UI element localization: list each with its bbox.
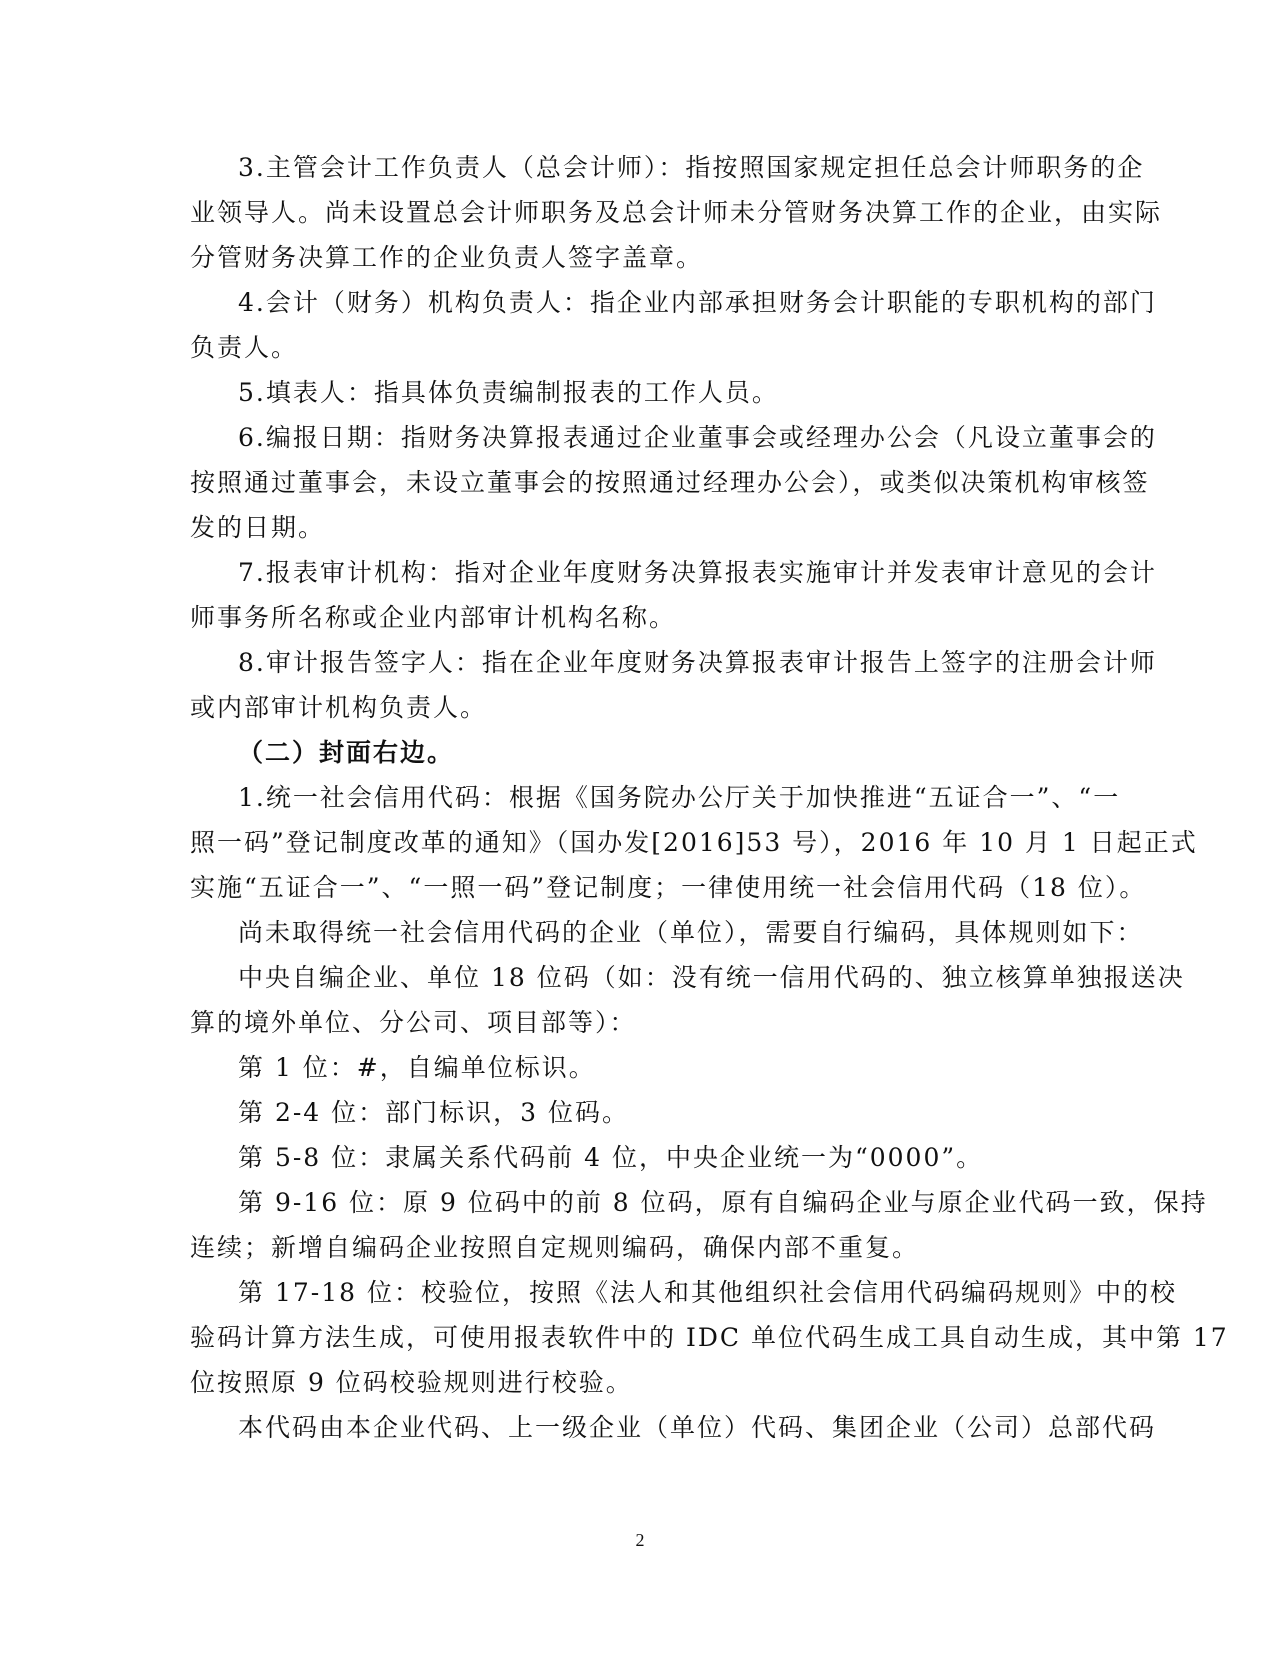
page-number: 2	[635, 1530, 645, 1550]
text-line: 验码计算方法生成，可使用报表软件中的 IDC 单位代码生成工具自动生成，其中第 17	[190, 1323, 1229, 1352]
text-line: 位按照原 9 位码校验规则进行校验。	[190, 1368, 633, 1397]
text-line: 师事务所名称或企业内部审计机构名称。	[190, 603, 677, 632]
text-line: 中央自编企业、单位 18 位码（如：没有统一信用代码的、独立核算单独报送决	[238, 963, 1185, 992]
text-line: 本代码由本企业代码、上一级企业（单位）代码、集团企业（公司）总部代码	[238, 1413, 1157, 1442]
text-line: 负责人。	[190, 333, 299, 362]
text-line: 5.填表人：指具体负责编制报表的工作人员。	[238, 378, 779, 407]
text-line: 第 17-18 位：校验位，按照《法人和其他组织社会信用代码编码规则》中的校	[238, 1278, 1177, 1307]
text-line: 7.报表审计机构：指对企业年度财务决算报表实施审计并发表审计意见的会计	[238, 558, 1157, 587]
text-line: 第 5-8 位：隶属关系代码前 4 位，中央企业统一为“0000”。	[238, 1143, 984, 1172]
text-line: 分管财务决算工作的企业负责人签字盖章。	[190, 243, 704, 272]
text-line: 8.审计报告签字人：指在企业年度财务决算报表审计报告上签字的注册会计师	[238, 648, 1157, 677]
text-line: 3.主管会计工作负责人（总会计师）：指按照国家规定担任总会计师职务的企	[238, 153, 1145, 182]
text-line: 1.统一社会信用代码：根据《国务院办公厅关于加快推进“五证合一”、“一	[238, 783, 1121, 812]
text-line: 6.编报日期：指财务决算报表通过企业董事会或经理办公会（凡设立董事会的	[238, 423, 1157, 452]
text-line: 连续；新增自编码企业按照自定规则编码，确保内部不重复。	[190, 1233, 920, 1262]
text-line: 第 2-4 位：部门标识，3 位码。	[238, 1098, 630, 1127]
text-line: 发的日期。	[190, 513, 326, 542]
section-heading: （二）封面右边。	[238, 738, 455, 767]
text-line: 第 9-16 位：原 9 位码中的前 8 位码，原有自编码企业与原企业代码一致，保持	[238, 1188, 1208, 1217]
text-line: 第 1 位：#，自编单位标识。	[238, 1053, 596, 1082]
text-line: 照一码”登记制度改革的通知》（国办发[2016]53 号），2016 年 10 月 1 日起正式	[190, 828, 1198, 857]
text-line: 或内部审计机构负责人。	[190, 693, 488, 722]
text-line: 按照通过董事会，未设立董事会的按照通过经理办公会），或类似决策机构审核签	[190, 468, 1150, 497]
text-line: 实施“五证合一”、“一照一码”登记制度；一律使用统一社会信用代码（18 位）。	[190, 873, 1147, 902]
text-line: 尚未取得统一社会信用代码的企业（单位），需要自行编码，具体规则如下：	[238, 918, 1144, 947]
text-line: 算的境外单位、分公司、项目部等）：	[190, 1008, 637, 1037]
text-line: 业领导人。尚未设置总会计师职务及总会计师未分管财务决算工作的企业，由实际	[190, 198, 1163, 227]
text-line: 4.会计（财务）机构负责人：指企业内部承担财务会计职能的专职机构的部门	[238, 288, 1157, 317]
